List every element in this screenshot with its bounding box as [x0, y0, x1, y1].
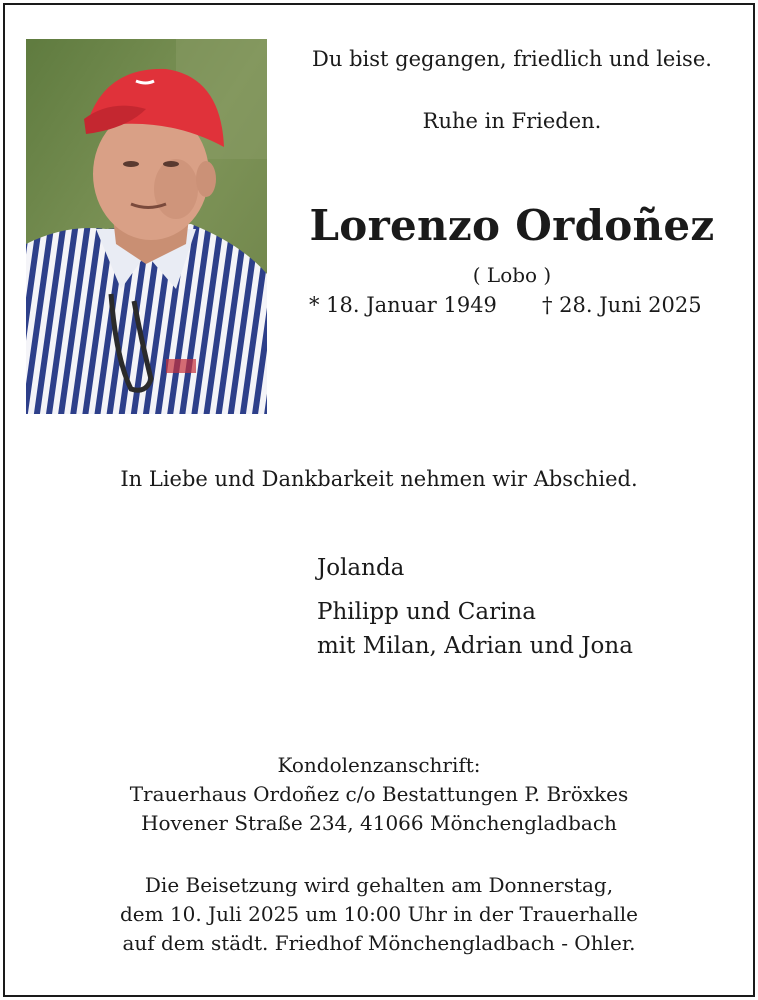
condolence-address [5, 751, 753, 838]
portrait-photo [26, 39, 267, 414]
mourner-2-line-2: mit Milan, Adrian und Jona [317, 633, 633, 659]
condolence-heading: Kondolenzanschrift: [277, 753, 481, 777]
condolence-line-2: Hovener Straße 234, 41066 Mönchengladbach [141, 811, 617, 835]
mourner-1: Jolanda [317, 555, 405, 581]
birth-date: * 18. Januar 1949 [309, 293, 497, 317]
condolence-line-1: Trauerhaus Ordoñez c/o Bestattungen P. Bröxkes [129, 782, 629, 806]
deceased-nickname: ( Lobo ) [472, 263, 552, 287]
deceased-name: Lorenzo Ordoñez [309, 201, 715, 250]
verse-line-2: Ruhe in Frieden. [422, 109, 602, 133]
verse-line-1: Du bist gegangen, friedlich und leise. [312, 47, 712, 71]
burial-line-3: auf dem städt. Friedhof Mönchengladbach - Ohler. [122, 931, 636, 955]
farewell-text: In Liebe und Dankbarkeit nehmen wir Abschied. [120, 467, 638, 491]
burial-notice [5, 871, 753, 958]
mourners-list [317, 551, 633, 663]
burial-line-2: dem 10. Juli 2025 um 10:00 Uhr in der Trauerhalle [119, 902, 638, 926]
burial-line-1: Die Beisetzung wird gehalten am Donnerstag, [144, 873, 614, 897]
mourner-2-line-1: Philipp und Carina [317, 599, 536, 625]
death-date: † 28. Juni 2025 [542, 293, 702, 317]
obituary-frame [3, 3, 755, 997]
mourners-spacer [317, 585, 633, 595]
